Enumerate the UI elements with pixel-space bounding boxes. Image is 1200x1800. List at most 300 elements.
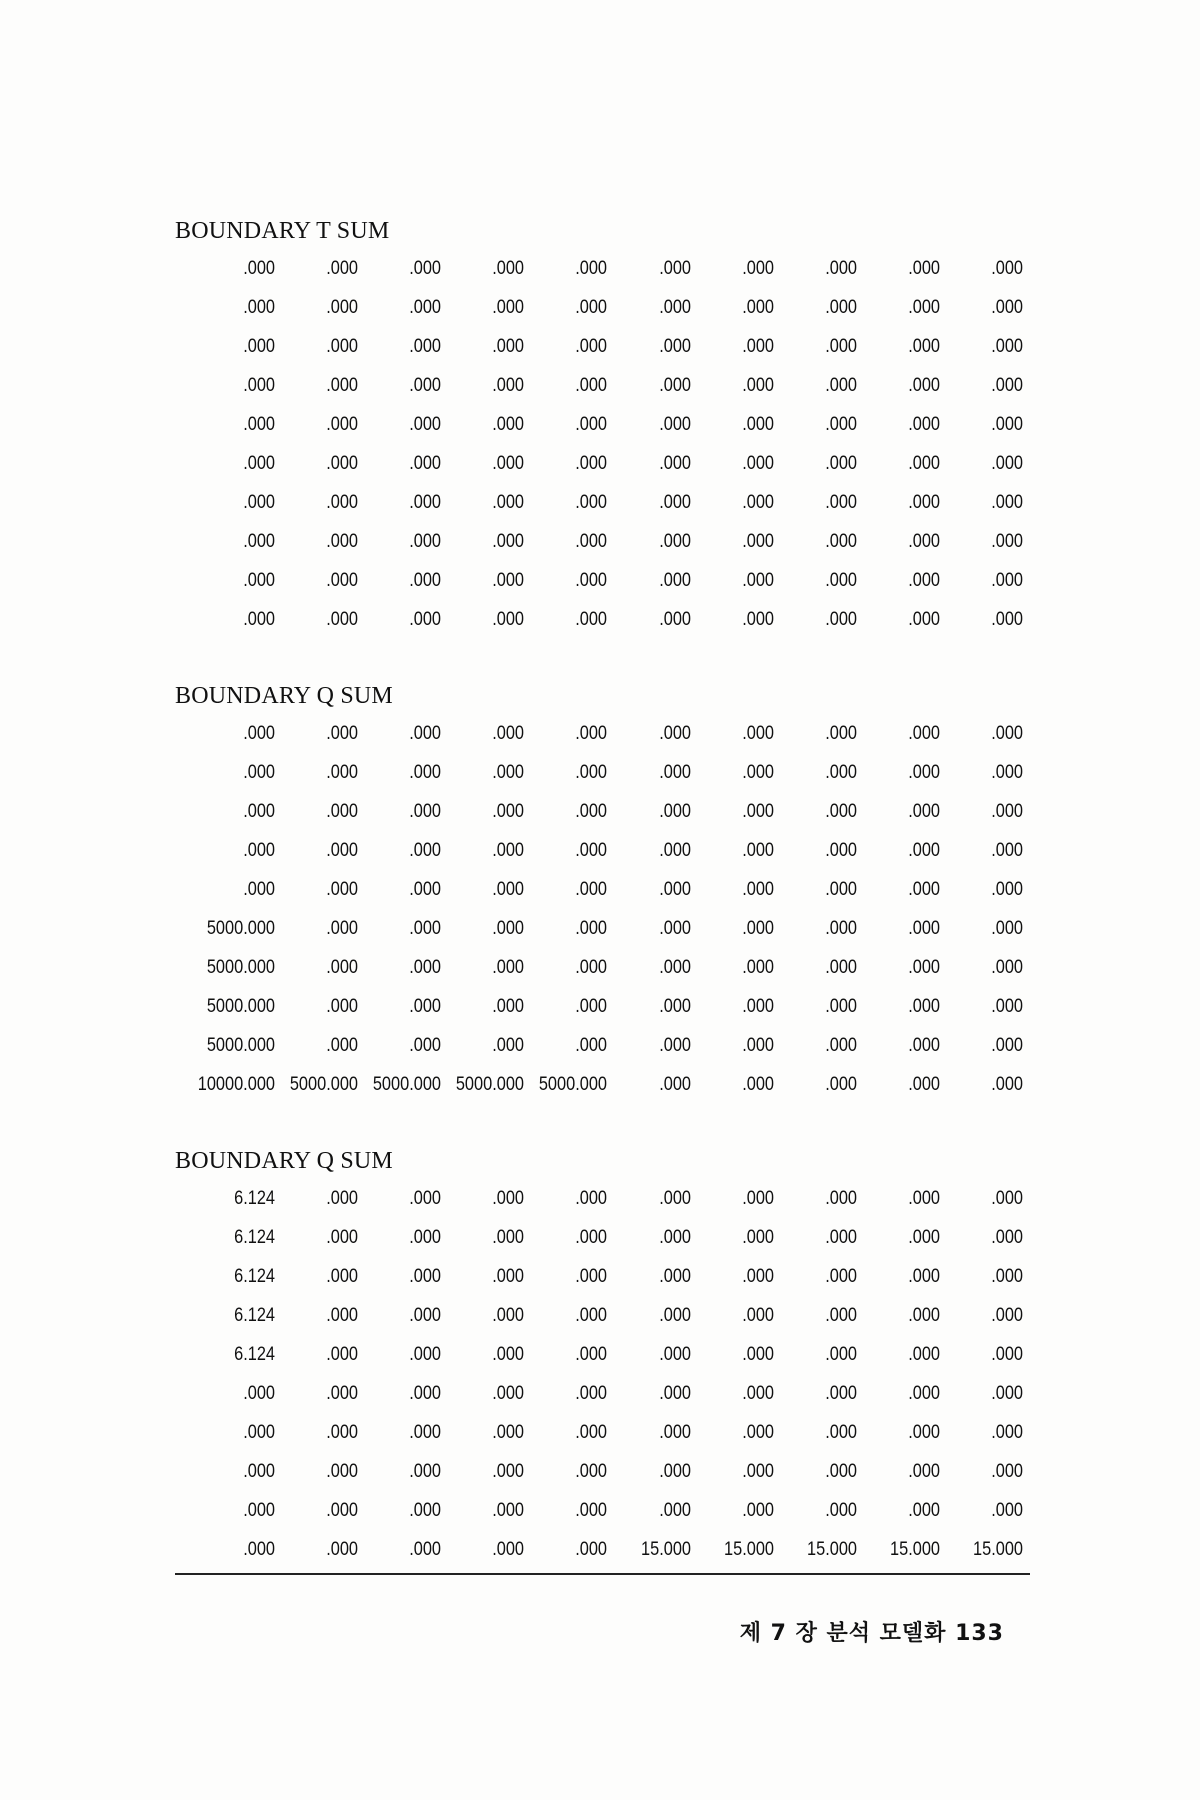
table-cell: .000 [825,1266,857,1287]
value-grid [0,256,1200,646]
table-cell: .000 [991,1500,1023,1521]
table-cell: .000 [575,258,607,279]
table-cell: .000 [825,1383,857,1404]
table-cell: .000 [742,297,774,318]
table-cell: .000 [908,801,940,822]
table-cell: .000 [575,414,607,435]
table-cell: .000 [991,1422,1023,1443]
table-cell: .000 [492,609,524,630]
table-cell: .000 [492,453,524,474]
table-cell: 6.124 [234,1344,275,1365]
table-cell: .000 [991,723,1023,744]
table-cell: .000 [409,1344,441,1365]
table-cell: .000 [492,1500,524,1521]
table-cell: .000 [908,1422,940,1443]
table-cell: .000 [326,453,358,474]
table-row [0,334,1200,373]
table-cell: .000 [326,297,358,318]
table-cell: .000 [326,414,358,435]
table-cell: .000 [326,570,358,591]
table-row [0,451,1200,490]
table-row [0,373,1200,412]
table-cell: .000 [575,1461,607,1482]
table-cell: .000 [908,297,940,318]
table-cell: .000 [991,258,1023,279]
table-cell: .000 [825,1188,857,1209]
table-cell: .000 [492,1383,524,1404]
table-cell: .000 [492,1539,524,1560]
table-cell: .000 [575,918,607,939]
table-cell: .000 [742,375,774,396]
table-cell: .000 [991,1344,1023,1365]
table-cell: .000 [659,996,691,1017]
table-row [0,490,1200,529]
table-cell: .000 [825,609,857,630]
table-cell: .000 [742,1035,774,1056]
table-cell: .000 [326,1422,358,1443]
table-cell: .000 [825,723,857,744]
table-cell: .000 [825,1035,857,1056]
table-row [0,295,1200,334]
table-cell: .000 [575,1500,607,1521]
table-cell: .000 [492,840,524,861]
table-cell: .000 [991,297,1023,318]
table-cell: .000 [742,723,774,744]
table-cell: .000 [492,723,524,744]
table-cell: .000 [243,840,275,861]
table-cell: .000 [991,531,1023,552]
table-cell: .000 [742,414,774,435]
table-cell: .000 [825,1344,857,1365]
table-cell: .000 [326,1035,358,1056]
table-cell: .000 [742,1383,774,1404]
table-row [0,1264,1200,1303]
table-cell: .000 [659,531,691,552]
table-row [0,1072,1200,1111]
table-cell: .000 [991,1383,1023,1404]
table-cell: .000 [659,762,691,783]
table-cell: .000 [492,297,524,318]
table-cell: .000 [409,570,441,591]
table-cell: .000 [825,1500,857,1521]
table-cell: .000 [409,375,441,396]
table-cell: .000 [825,1461,857,1482]
table-cell: .000 [409,801,441,822]
table-cell: .000 [659,1188,691,1209]
value-grid [0,721,1200,1111]
table-cell: .000 [908,609,940,630]
table-row [0,1420,1200,1459]
table-cell: .000 [243,453,275,474]
table-cell: .000 [409,1266,441,1287]
table-row [0,1303,1200,1342]
table-cell: .000 [326,723,358,744]
table-cell: .000 [243,258,275,279]
table-cell: .000 [991,801,1023,822]
table-row [0,1225,1200,1264]
table-cell: .000 [659,801,691,822]
table-cell: .000 [991,336,1023,357]
table-cell: .000 [825,336,857,357]
table-cell: .000 [659,297,691,318]
table-cell: .000 [991,453,1023,474]
section-title: BOUNDARY Q SUM [175,1148,393,1174]
table-cell: .000 [409,1539,441,1560]
table-cell: .000 [825,840,857,861]
table-cell: .000 [742,996,774,1017]
table-cell: .000 [492,1188,524,1209]
table-cell: .000 [659,336,691,357]
table-cell: 6.124 [234,1227,275,1248]
bottom-rule [175,1573,1030,1575]
table-cell: .000 [575,1188,607,1209]
table-cell: .000 [659,1035,691,1056]
table-row [0,1537,1200,1576]
table-cell: .000 [825,453,857,474]
table-cell: .000 [326,1305,358,1326]
table-cell: .000 [326,762,358,783]
table-cell: .000 [908,1383,940,1404]
table-cell: .000 [659,414,691,435]
table-cell: 5000.000 [455,1074,524,1095]
table-cell: .000 [742,918,774,939]
table-cell: .000 [326,258,358,279]
table-cell: .000 [991,1227,1023,1248]
table-cell: .000 [908,1074,940,1095]
table-cell: 6.124 [234,1305,275,1326]
table-cell: .000 [825,1305,857,1326]
table-cell: .000 [742,492,774,513]
table-cell: .000 [409,1188,441,1209]
table-row [0,256,1200,295]
table-cell: .000 [409,258,441,279]
table-cell: .000 [243,609,275,630]
table-cell: .000 [575,336,607,357]
table-row [0,838,1200,877]
table-cell: .000 [991,1074,1023,1095]
table-cell: .000 [825,762,857,783]
table-cell: .000 [742,609,774,630]
table-cell: .000 [659,1422,691,1443]
table-cell: .000 [659,723,691,744]
table-cell: .000 [742,1227,774,1248]
table-cell: .000 [908,1266,940,1287]
table-row [0,568,1200,607]
table-cell: .000 [659,1266,691,1287]
table-cell: .000 [409,453,441,474]
table-cell: .000 [659,1461,691,1482]
table-cell: .000 [659,840,691,861]
table-cell: .000 [825,1074,857,1095]
table-cell: .000 [825,918,857,939]
table-row [0,607,1200,646]
table-cell: .000 [243,570,275,591]
table-row [0,760,1200,799]
table-cell: .000 [492,570,524,591]
table-cell: .000 [575,492,607,513]
table-cell: .000 [991,609,1023,630]
table-cell: .000 [575,1422,607,1443]
table-cell: .000 [659,1500,691,1521]
table-cell: .000 [742,531,774,552]
table-row [0,721,1200,760]
table-cell: .000 [326,996,358,1017]
table-cell: .000 [492,375,524,396]
table-cell: .000 [659,1074,691,1095]
table-cell: .000 [575,879,607,900]
table-cell: .000 [908,918,940,939]
table-cell: 5000.000 [538,1074,607,1095]
table-row [0,529,1200,568]
table-cell: .000 [492,762,524,783]
table-row [0,916,1200,955]
table-cell: .000 [243,762,275,783]
table-row [0,1342,1200,1381]
table-cell: .000 [575,375,607,396]
table-cell: .000 [991,1188,1023,1209]
table-cell: .000 [409,1422,441,1443]
table-cell: .000 [575,957,607,978]
table-cell: .000 [409,1383,441,1404]
table-cell: .000 [991,996,1023,1017]
table-cell: .000 [326,1539,358,1560]
table-cell: .000 [409,723,441,744]
table-cell: .000 [409,918,441,939]
table-cell: .000 [742,1305,774,1326]
table-cell: .000 [326,879,358,900]
table-cell: .000 [908,258,940,279]
table-cell: .000 [492,414,524,435]
table-cell: .000 [409,762,441,783]
table-cell: 5000.000 [372,1074,441,1095]
table-cell: .000 [659,918,691,939]
table-cell: .000 [575,1383,607,1404]
table-cell: .000 [991,840,1023,861]
table-cell: .000 [908,492,940,513]
table-cell: .000 [326,609,358,630]
table-cell: .000 [825,996,857,1017]
table-cell: .000 [409,840,441,861]
table-cell: .000 [991,1266,1023,1287]
table-cell: .000 [908,531,940,552]
table-cell: .000 [326,801,358,822]
table-row [0,1459,1200,1498]
table-cell: .000 [575,762,607,783]
table-cell: .000 [742,1074,774,1095]
table-cell: .000 [575,1266,607,1287]
table-cell: .000 [575,1539,607,1560]
section-title: BOUNDARY Q SUM [175,683,393,709]
table-row [0,1186,1200,1225]
table-cell: .000 [409,1035,441,1056]
table-cell: .000 [908,375,940,396]
table-cell: .000 [908,1461,940,1482]
table-cell: .000 [659,1344,691,1365]
table-cell: .000 [742,1344,774,1365]
table-cell: .000 [326,1188,358,1209]
table-cell: .000 [575,723,607,744]
table-cell: .000 [825,414,857,435]
table-cell: .000 [908,1500,940,1521]
table-cell: .000 [492,879,524,900]
table-cell: .000 [243,492,275,513]
table-cell: .000 [908,1035,940,1056]
table-row [0,994,1200,1033]
table-cell: .000 [326,1344,358,1365]
table-cell: .000 [908,414,940,435]
table-cell: .000 [825,297,857,318]
table-cell: .000 [575,609,607,630]
table-cell: .000 [409,957,441,978]
value-grid [0,1186,1200,1576]
table-cell: .000 [243,723,275,744]
table-row [0,799,1200,838]
table-cell: .000 [409,1227,441,1248]
table-cell: .000 [492,336,524,357]
table-cell: .000 [409,492,441,513]
table-cell: .000 [409,414,441,435]
table-cell: .000 [326,840,358,861]
table-cell: .000 [825,1227,857,1248]
table-row [0,955,1200,994]
table-cell: .000 [742,1500,774,1521]
table-cell: .000 [326,1227,358,1248]
table-cell: .000 [742,762,774,783]
table-cell: .000 [326,531,358,552]
table-cell: .000 [825,258,857,279]
table-cell: .000 [908,723,940,744]
table-cell: .000 [908,453,940,474]
table-cell: .000 [659,609,691,630]
table-cell: .000 [243,531,275,552]
table-cell: .000 [326,492,358,513]
table-cell: .000 [492,492,524,513]
table-cell: .000 [243,414,275,435]
table-cell: .000 [659,492,691,513]
table-cell: .000 [991,1035,1023,1056]
table-cell: 15.000 [973,1539,1023,1560]
table-cell: 5000.000 [206,918,275,939]
table-cell: .000 [243,1383,275,1404]
table-cell: .000 [409,996,441,1017]
table-cell: .000 [492,1035,524,1056]
table-row [0,412,1200,451]
table-cell: .000 [326,918,358,939]
table-cell: .000 [825,375,857,396]
table-cell: .000 [326,1266,358,1287]
table-cell: .000 [825,1422,857,1443]
table-cell: .000 [908,1227,940,1248]
table-cell: .000 [492,531,524,552]
table-cell: .000 [908,1305,940,1326]
table-cell: 6.124 [234,1266,275,1287]
table-cell: .000 [575,570,607,591]
table-cell: 5000.000 [206,996,275,1017]
table-cell: .000 [243,879,275,900]
table-cell: .000 [575,531,607,552]
table-cell: .000 [575,1305,607,1326]
table-cell: .000 [742,258,774,279]
table-cell: .000 [659,1305,691,1326]
table-cell: .000 [742,957,774,978]
table-cell: .000 [492,996,524,1017]
table-cell: .000 [742,1461,774,1482]
table-row [0,877,1200,916]
table-cell: .000 [492,801,524,822]
table-cell: .000 [575,801,607,822]
table-cell: .000 [742,1266,774,1287]
table-cell: 15.000 [641,1539,691,1560]
table-cell: .000 [575,453,607,474]
table-cell: .000 [825,570,857,591]
table-cell: .000 [409,297,441,318]
table-cell: .000 [742,570,774,591]
table-cell: .000 [326,1383,358,1404]
table-cell: .000 [991,1461,1023,1482]
table-cell: .000 [742,879,774,900]
table-cell: .000 [659,957,691,978]
table-cell: .000 [659,570,691,591]
table-cell: .000 [742,801,774,822]
table-cell: .000 [991,375,1023,396]
table-cell: .000 [908,336,940,357]
table-cell: .000 [908,1188,940,1209]
table-cell: .000 [742,453,774,474]
table-cell: .000 [659,453,691,474]
table-cell: .000 [492,1422,524,1443]
table-cell: .000 [908,1344,940,1365]
table-cell: .000 [409,336,441,357]
table-cell: .000 [409,609,441,630]
table-cell: .000 [492,957,524,978]
table-cell: .000 [243,375,275,396]
table-cell: 15.000 [890,1539,940,1560]
table-cell: .000 [243,1500,275,1521]
table-cell: .000 [659,879,691,900]
table-cell: .000 [326,1461,358,1482]
table-cell: .000 [492,258,524,279]
table-cell: .000 [409,1461,441,1482]
table-cell: .000 [991,762,1023,783]
table-cell: .000 [409,1500,441,1521]
table-cell: .000 [908,879,940,900]
table-cell: .000 [409,531,441,552]
table-cell: .000 [659,258,691,279]
table-cell: .000 [991,879,1023,900]
table-cell: .000 [409,879,441,900]
table-cell: 5000.000 [206,1035,275,1056]
table-cell: .000 [825,957,857,978]
table-cell: .000 [991,918,1023,939]
table-cell: .000 [575,297,607,318]
table-cell: .000 [243,1422,275,1443]
table-cell: .000 [243,297,275,318]
table-cell: 15.000 [724,1539,774,1560]
table-cell: .000 [326,375,358,396]
table-cell: .000 [243,336,275,357]
table-cell: .000 [908,957,940,978]
table-cell: 5000.000 [289,1074,358,1095]
table-cell: .000 [575,1035,607,1056]
table-cell: 5000.000 [206,957,275,978]
table-cell: 15.000 [807,1539,857,1560]
table-cell: .000 [908,762,940,783]
table-cell: 10000.000 [197,1074,275,1095]
table-cell: .000 [908,840,940,861]
table-cell: .000 [908,996,940,1017]
table-cell: .000 [991,570,1023,591]
table-cell: .000 [243,1539,275,1560]
